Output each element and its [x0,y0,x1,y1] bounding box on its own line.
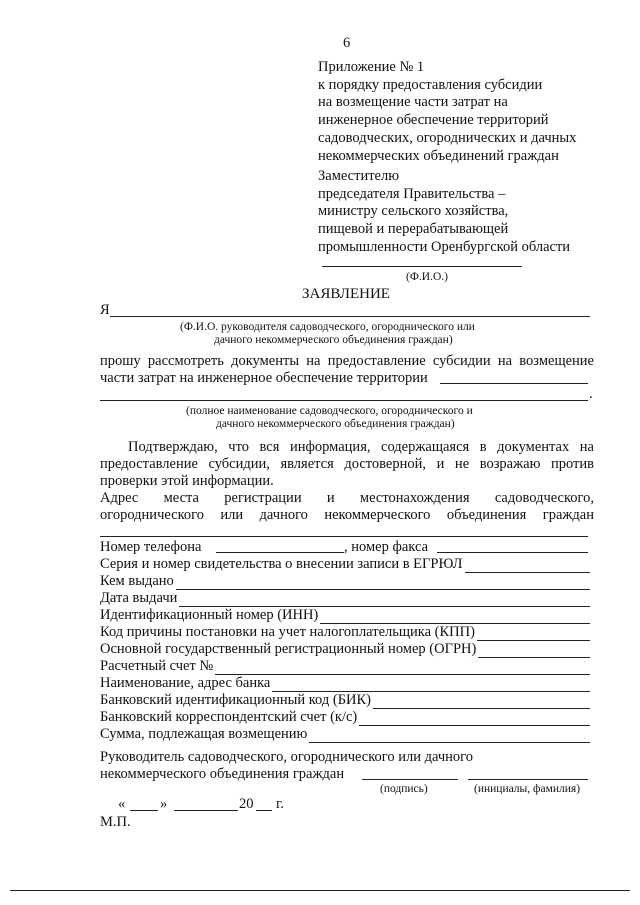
form-row-issue-date [100,590,590,607]
confirm-text: предоставление субсидии, является достоверной, и не возражаю против [100,456,594,472]
request-territory-line [440,383,588,384]
phone-field[interactable] [216,552,344,553]
addressee-line: пищевой и перерабатывающей [318,221,509,238]
field-label: Банковский корреспондентский счет (к/с) [100,709,358,725]
field-line[interactable] [309,730,590,743]
form-row-corr-account [100,709,590,726]
form-row-egrul [100,556,590,573]
appendix-line: инженерное обеспечение территорий [318,112,549,129]
form-row-kpp [100,624,590,641]
field-label: Серия и номер свидетельства о внесении записи в ЕГРЮЛ [100,556,463,572]
date-open-quote: « [118,796,126,812]
fax-field[interactable] [437,552,588,553]
field-label: Идентификационный номер (ИНН) [100,607,319,623]
field-line[interactable] [373,696,590,709]
field-line[interactable] [272,679,590,692]
date-year-field[interactable] [256,810,272,811]
date-month-field[interactable] [174,810,238,811]
applicant-caption: дачного некоммерческого объединения граждан) [214,334,453,346]
request-name-line [100,400,588,401]
stamp-label: М.П. [100,814,131,830]
date-day-field[interactable] [130,810,158,811]
page-number: 6 [343,35,351,51]
form-row-inn [100,607,590,624]
field-line[interactable] [478,645,590,658]
date-close-quote: » [160,796,168,812]
addressee-line: председателя Правительства – [318,185,506,202]
appendix-line: садоводческих, огороднических и дачных [318,129,577,146]
applicant-caption: (Ф.И.О. руководителя садоводческого, огороднического или [180,321,475,333]
confirm-text: проверки этой информации. [100,473,274,489]
fax-label: , номер факса [344,539,429,555]
signature-label: Руководитель садоводческого, огороднического или дачного [100,749,473,765]
signature-field[interactable] [362,779,458,780]
appendix-line: некоммерческих объединений граждан [318,147,559,164]
page-bottom-rule [10,890,630,891]
addressee-line: промышленности Оренбургской области [318,238,571,255]
field-label: Дата выдачи [100,590,178,606]
applicant-name-line [110,316,590,317]
form-row-amount [100,726,590,743]
request-end-mark: . [589,386,593,402]
phone-label: Номер телефона [100,539,202,555]
form-row-account [100,658,590,675]
form-row-issued-by [100,573,590,590]
appendix-line: к порядку предоставления субсидии [318,76,543,93]
field-label: Основной государственный регистрационный номер (ОГРН) [100,641,477,657]
field-line[interactable] [320,611,590,624]
request-caption: дачного некоммерческого объединения граждан) [216,418,455,430]
request-text: части затрат на инженерное обеспечение территории [100,370,428,386]
form-row-bank [100,675,590,692]
field-line[interactable] [359,713,590,726]
document-title: ЗАЯВЛЕНИЕ [302,286,390,302]
date-year-suffix: г. [276,796,284,812]
addressee-fio-line [322,266,522,267]
appendix-block [318,59,576,165]
address-label: огороднического или дачного некоммерческого объединения граждан [100,507,594,523]
appendix-line: Приложение № 1 [318,59,425,75]
name-caption: (инициалы, фамилия) [474,783,581,795]
field-line[interactable] [176,577,590,590]
field-label: Банковский идентификационный код (БИК) [100,692,371,708]
signature-caption: (подпись) [380,783,428,795]
form-row-ogrn [100,641,590,658]
address-line [100,536,588,537]
confirm-text: Подтверждаю, что вся информация, содержащаяся в документах на [128,439,594,455]
signature-label: некоммерческого объединения граждан [100,766,345,782]
field-label: Кем выдано [100,573,174,589]
field-label: Сумма, подлежащая возмещению [100,726,308,742]
field-line[interactable] [215,662,590,675]
request-caption: (полное наименование садоводческого, огороднического и [186,405,473,417]
addressee-line: Заместителю [318,168,400,184]
field-label: Код причины постановки на учет налогоплательщика (КПП) [100,624,475,640]
addressee-block [318,168,570,257]
addressee-line: министру сельского хозяйства, [318,203,509,220]
name-field[interactable] [468,779,588,780]
form-row-bik [100,692,590,709]
field-line[interactable] [465,560,591,573]
address-label: Адрес места регистрации и местонахождения садоводческого, [100,490,594,506]
field-label: Расчетный счет № [100,658,214,674]
applicant-prefix: Я [100,302,110,318]
date-year-prefix: 20 [239,796,254,812]
appendix-line: на возмещение части затрат на [318,94,508,111]
field-line[interactable] [477,628,590,641]
request-text: прошу рассмотреть документы на предоставление субсидии на возмещение [100,353,594,369]
addressee-fio-caption: (Ф.И.О.) [406,271,448,283]
field-label: Наименование, адрес банка [100,675,271,691]
field-line[interactable] [179,594,590,607]
